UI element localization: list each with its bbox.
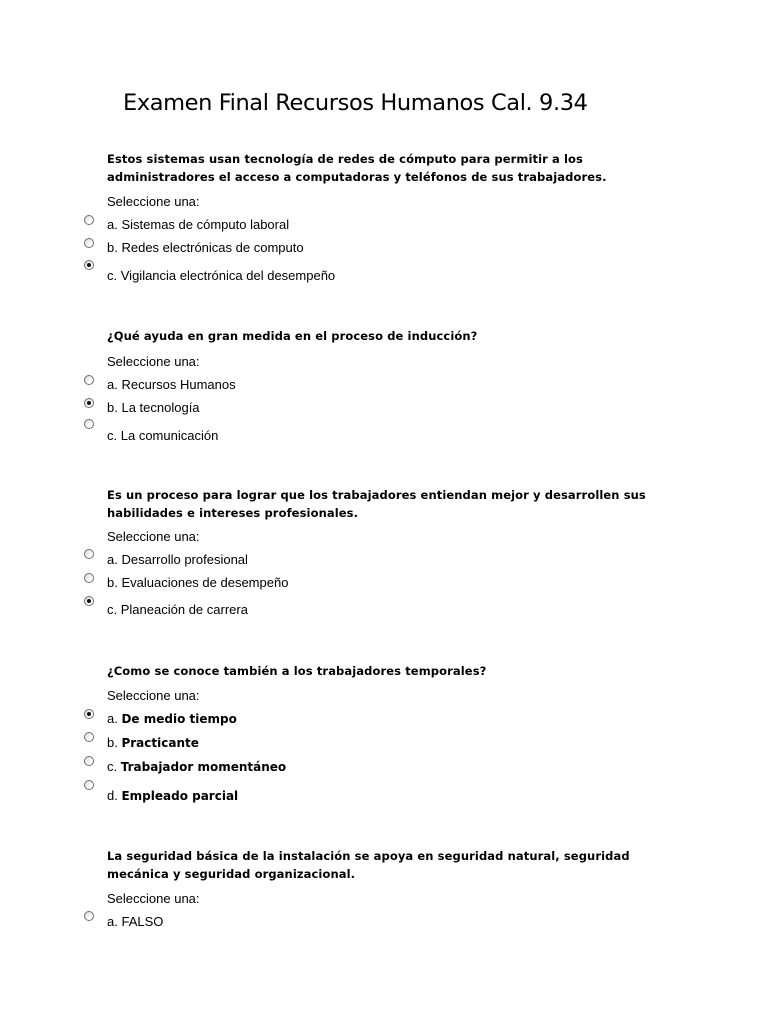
option-text: Desarrollo profesional [121,552,248,567]
option-c[interactable] [0,422,768,446]
option-text: Redes electrónicas de computo [121,240,304,255]
option-label [107,217,289,232]
option-text: Empleado parcial [121,789,239,803]
option-label [107,711,237,726]
select-prompt: Seleccione una: [107,529,200,544]
radio-button[interactable] [84,375,94,385]
radio-button[interactable] [84,756,94,766]
select-prompt: Seleccione una: [107,891,200,906]
radio-button[interactable] [84,215,94,225]
option-label [107,268,335,283]
option-text: Sistemas de cómputo laboral [121,217,290,232]
radio-button[interactable] [84,732,94,742]
option-label [107,400,200,415]
option-letter: c. [107,759,118,774]
radio-button[interactable] [84,419,94,429]
radio-button[interactable] [84,238,94,248]
option-letter: d. [107,788,118,803]
radio-button-selected[interactable] [84,709,94,719]
option-letter: a. [107,914,118,929]
option-label [107,914,163,929]
radio-button-selected[interactable] [84,596,94,606]
option-label [107,735,199,750]
option-c[interactable] [0,597,768,621]
option-label [107,377,236,392]
option-d[interactable] [0,782,768,806]
option-label [107,602,248,617]
option-letter: a. [107,377,118,392]
option-label [107,428,218,443]
radio-button-selected[interactable] [84,260,94,270]
option-text: La tecnología [121,400,200,415]
option-a[interactable] [0,710,768,734]
option-b[interactable] [0,399,768,423]
option-letter: b. [107,240,118,255]
option-b[interactable] [0,734,768,758]
option-letter: c. [107,268,118,283]
option-b[interactable] [0,574,768,598]
option-c[interactable] [0,758,768,782]
option-c[interactable] [0,262,768,286]
option-label [107,240,304,255]
option-text: FALSO [121,914,164,929]
option-label [107,759,286,774]
question-text: ¿Como se conoce también a los trabajadores temporales? [107,664,487,678]
option-label [107,552,248,567]
question-text: ¿Qué ayuda en gran medida en el proceso de inducción? [107,329,478,343]
select-prompt: Seleccione una: [107,194,200,209]
option-text: Trabajador momentáneo [120,760,287,774]
option-text: Planeación de carrera [120,602,248,617]
radio-button[interactable] [84,549,94,559]
option-a[interactable] [0,913,768,937]
option-letter: a. [107,711,118,726]
option-letter: a. [107,552,118,567]
option-text: De medio tiempo [121,712,237,726]
option-letter: a. [107,217,118,232]
radio-button[interactable] [84,911,94,921]
radio-button[interactable] [84,780,94,790]
option-text: Evaluaciones de desempeño [121,575,289,590]
option-label [107,575,288,590]
radio-button[interactable] [84,573,94,583]
question-text: La seguridad básica de la instalación se apoya en seguridad natural, seguridad mecánica y seguridad organizacional. [107,849,630,881]
option-letter: c. [107,602,118,617]
option-letter: c. [107,428,118,443]
option-text: Recursos Humanos [121,377,236,392]
option-a[interactable] [0,216,768,240]
option-text: Vigilancia electrónica del desempeño [120,268,336,283]
question-text: Estos sistemas usan tecnología de redes de cómputo para permitir a los administradores el acceso a computadoras y teléfonos de sus trabajadores. [107,152,607,184]
page-title: Examen Final Recursos Humanos Cal. 9.34 [123,90,588,116]
option-label [107,788,238,803]
option-text: Practicante [121,736,199,750]
question-text: Es un proceso para lograr que los trabajadores entiendan mejor y desarrollen sus habilidades e intereses profesionales. [107,488,646,520]
option-letter: b. [107,735,118,750]
option-letter: b. [107,400,118,415]
option-b[interactable] [0,239,768,263]
select-prompt: Seleccione una: [107,354,200,369]
option-a[interactable] [0,376,768,400]
radio-button-selected[interactable] [84,398,94,408]
option-text: La comunicación [120,428,219,443]
select-prompt: Seleccione una: [107,688,200,703]
option-a[interactable] [0,551,768,575]
option-letter: b. [107,575,118,590]
